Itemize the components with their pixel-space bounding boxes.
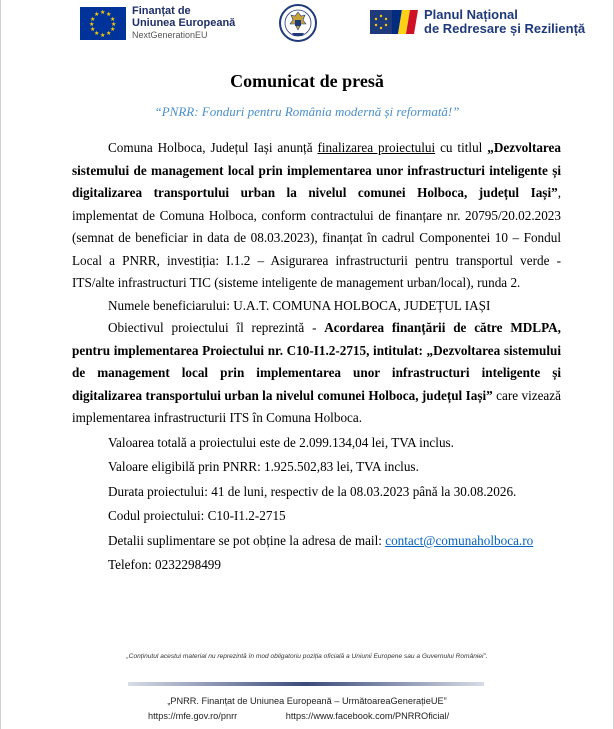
project-code-line: Codul proiectului: C10-I1.2-2715	[108, 508, 286, 523]
contact-email-link[interactable]: contact@comunaholboca.ro	[385, 532, 534, 548]
eu-disclaimer: „Conținutul acestui material nu reprezintă în mod obligatoriu poziția oficială a Uniunii Europene sau a Guvernului României”.	[126, 653, 488, 660]
footer-funding-line: „PNRR. Finanțat de Uniunea Europeană – UrmătoareaGenerațieUE”	[167, 696, 447, 706]
duration-line: Durata proiectului: 41 de luni, respectiv de la 08.03.2023 până la 30.08.2026.	[108, 483, 517, 499]
intro-text: Comuna Holboca, Județul Iași anunță	[108, 140, 318, 155]
press-release-body	[72, 137, 561, 577]
objective-title: Acordarea finanțării de către MDLPA, pentru implementarea Proiectului nr. C10-I1.2-2715, intitulat: „Dezvoltarea sistemului de management local prin implementarea unor infrastructuri inteligente și digitalizarea transportului urban la nivelul comunei Holboca, județul Iași”	[72, 320, 561, 403]
intro-text-2: cu titlul	[435, 140, 488, 155]
mfe-link[interactable]: https://mfe.gov.ro/pnrr	[148, 711, 238, 721]
beneficiary-line: Numele beneficiarului: U.A.T. COMUNA HOLBOCA, JUDEȚUL IAȘI	[108, 297, 491, 313]
romanian-government-seal-icon	[278, 3, 318, 43]
page-subtitle: “PNRR: Fonduri pentru România modernă și reformată!”	[154, 104, 460, 119]
objective-intro: Obiectivul proiectului îl reprezintă -	[108, 320, 325, 335]
objective-tail: care vizează implementarea infrastructurii ITS în Comuna Holboca.	[72, 387, 561, 425]
details-line	[72, 530, 561, 553]
eligible-value-line: Valoare eligibilă prin PNRR: 1.925.502,83 lei, TVA inclus.	[108, 459, 419, 474]
page-title: Comunicat de presă	[230, 71, 384, 91]
eu-logo-line3: NextGenerationEU	[132, 30, 208, 40]
pnrr-logo-line1: Planul Național	[424, 7, 518, 22]
project-title: „Dezvoltarea sistemului de management local prin implementarea unor infrastructuri inteligente și digitalizarea transportului urban la nivelul comunei Holboca, județul Iași”	[72, 140, 561, 200]
footer-links	[148, 711, 449, 721]
phone-line: Telefon: 0232298499	[108, 557, 221, 572]
eu-logo-line1: Finanțat de	[132, 5, 191, 17]
pnrr-logo	[370, 8, 585, 36]
facebook-link[interactable]: https://www.facebook.com/PNRROficial/	[285, 711, 450, 721]
pnrr-logo-line2: de Redresare și Reziliență	[424, 21, 586, 36]
footer-divider	[128, 682, 484, 686]
finalization-text: finalizarea proiectului	[317, 140, 436, 155]
pnrr-flag-icon	[370, 8, 418, 36]
eu-flag-icon: ★ ★ ★ ★ ★ ★ ★ ★ ★ ★ ★ ★	[80, 7, 126, 40]
eu-funding-logo	[80, 5, 235, 41]
contract-details: , implementat de Comuna Holboca, conform contractului de finanțare nr. 20795/20.02.2023 (semnat de beneficiar in data de 08.03.2023), finanțat în cadrul Componentei 10 – Fondul Local a PNRR, investiția: I.1.2 – Asigurarea infrastructurii pentru transportul verde - ITS/alte infrastructuri TIC (sisteme inteligente de management urban/local), runda 2.	[72, 185, 561, 290]
eu-logo-line2: Uniunea Europeană	[132, 17, 236, 29]
details-text: Detalii suplimentare se pot obține la adresa de mail:	[108, 532, 386, 548]
intro-paragraph	[72, 137, 561, 295]
objective-paragraph	[72, 317, 561, 430]
total-value-line: Valoarea totală a proiectului este de 2.099.134,04 lei, TVA inclus.	[108, 434, 454, 450]
